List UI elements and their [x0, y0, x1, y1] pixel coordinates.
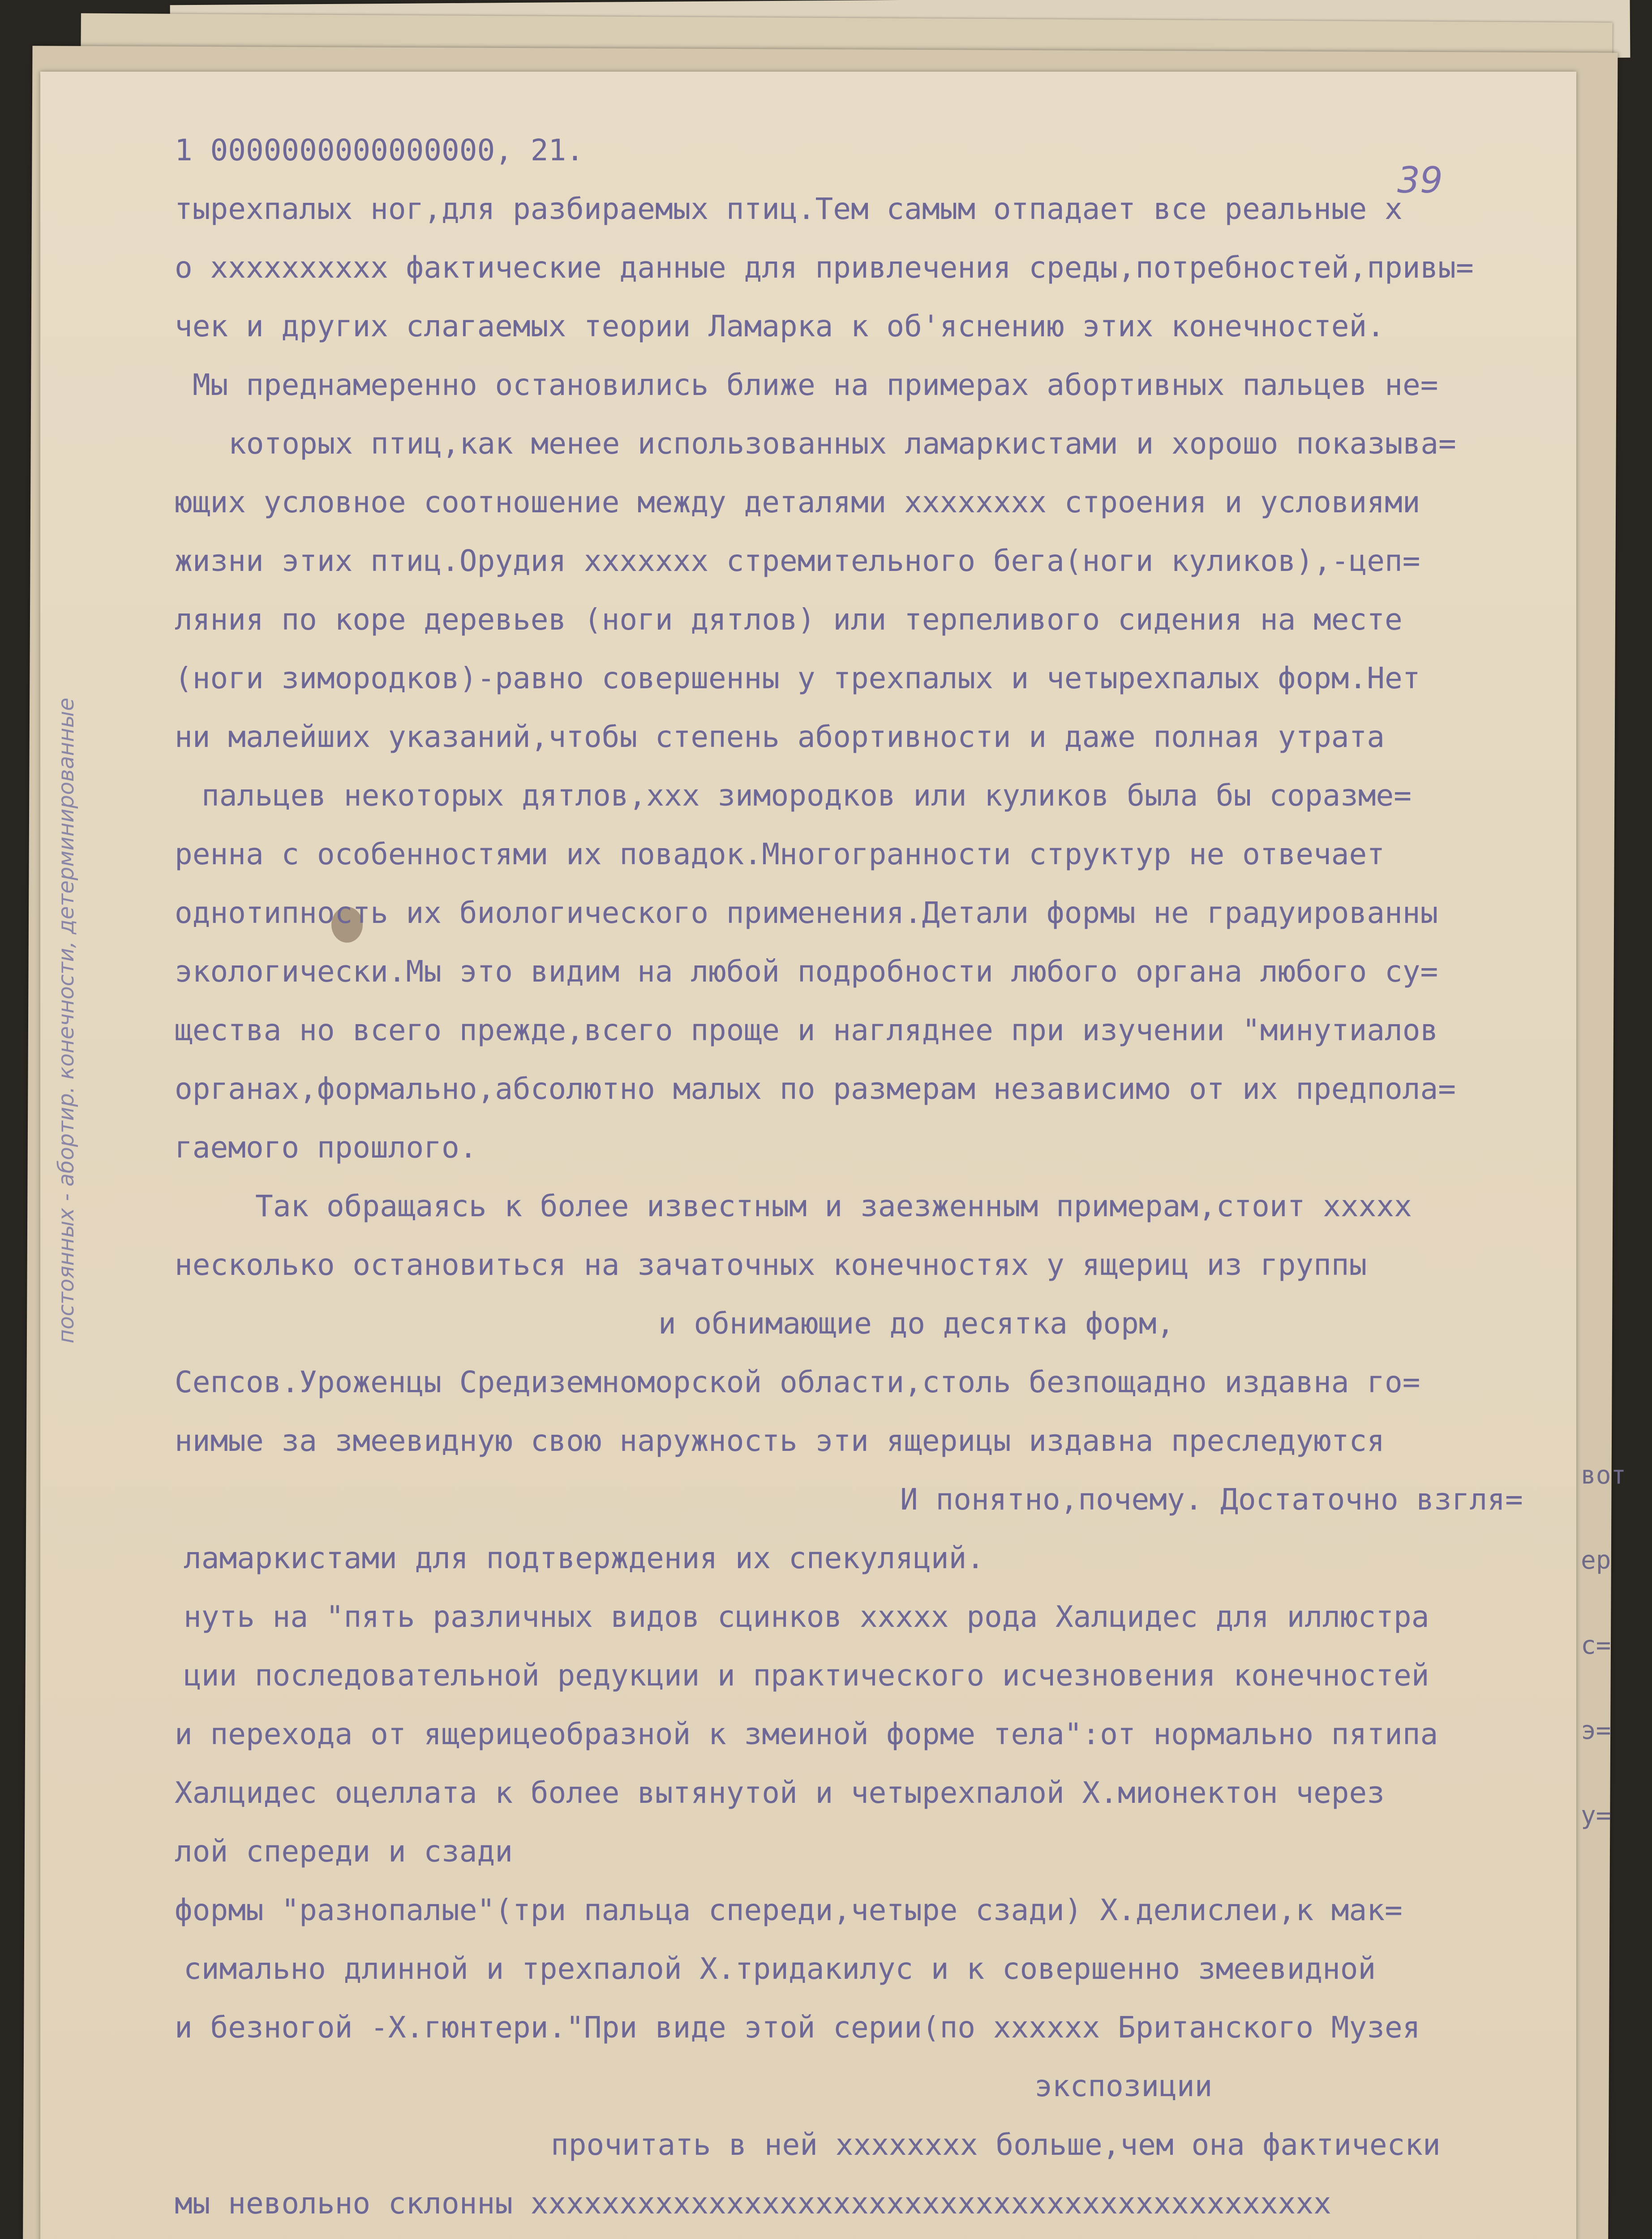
right-edge-fragments	[1581, 1433, 1643, 2239]
text-line: формы "разнопалые"(три пальца спереди,четыре сзади) Х.делислеи,к мак=	[175, 1893, 1403, 1927]
text-line: прочитать в ней xxxxxxxx больше,чем она фактически	[551, 2127, 1441, 2162]
text-line: щества но всего прежде,всего проще и нагляднее при изучении "минутиалов	[175, 1013, 1438, 1047]
text-line: ции последовательной редукции и практического исчезновения конечностей	[184, 1658, 1429, 1693]
text-line: и перехода от ящерицеобразной к змеиной форме тела":от нормально пятипа	[175, 1717, 1438, 1751]
typed-text	[175, 121, 1617, 2239]
text-line: однотипность их биологического применения.Детали формы не градуированны	[175, 896, 1438, 930]
text-line	[175, 2233, 1617, 2239]
text-line: и обнимающие до десятка форм,	[658, 1306, 1175, 1341]
edge-fragment: вот	[1581, 1461, 1626, 1490]
text-line: несколько остановиться на зачаточных конечностях у ящериц из группы	[175, 1248, 1367, 1282]
text-line: И понятно,почему. Достаточно взгля=	[900, 1482, 1523, 1517]
margin-note: постоянных - абортир. конечности, детерминированные	[54, 697, 79, 1343]
text-line: пальцев некоторых дятлов,xxx зимородков или куликов была бы соразме=	[202, 778, 1412, 813]
text-line: жизни этих птиц.Орудия xxxxxxx стремительного бега(ноги куликов),-цеп=	[175, 544, 1420, 578]
text-line: лой спереди и сзади	[175, 1834, 513, 1869]
edge-fragment: э=	[1581, 1716, 1611, 1745]
edge-fragment: у=	[1581, 1801, 1611, 1830]
text-line: экспозиции	[1034, 2069, 1213, 2103]
text-line: ренна с особенностями их повадок.Многогранности структур не отвечает	[175, 837, 1385, 871]
text-line: (ноги зимородков)-равно совершенны у трехпалых и четырехпалых форм.Нет	[175, 661, 1420, 695]
text-line: чек и других слагаемых теории Ламарка к об'яснению этих конечностей.	[175, 309, 1385, 343]
text-line: симально длинной и трехпалой Х.тридакилус и к совершенно змеевидной	[184, 1952, 1376, 1986]
text-line: органах,формально,абсолютно малых по размерам независимо от их предпола=	[175, 1072, 1456, 1106]
text-line: гаемого прошлого.	[175, 1130, 477, 1165]
text-line: о xxxxxxxxxx фактические данные для привлечения среды,потребностей,привы=	[175, 250, 1474, 285]
text-line: Так обращаясь к более известным и заезженным примерам,стоит xxxxx	[255, 1189, 1412, 1223]
text-line: мы невольно склонны xxxxxxxxxxxxxxxxxxxxxxxxxxxxxxxxxxxxxxxxxxxxx	[175, 2186, 1331, 2221]
text-line: ющих условное соотношение между деталями xxxxxxxx строения и условиями	[175, 485, 1420, 519]
text-line: ни малейших указаний,чтобы степень абортивности и даже полная утрата	[175, 720, 1385, 754]
edge-fragment: ер	[1581, 1546, 1611, 1575]
text-line: тырехпалых ног,для разбираемых птиц.Тем самым отпадает все реальные х	[175, 192, 1403, 226]
text-line: ламаркистами для подтверждения их спекуляций.	[184, 1541, 985, 1575]
text-line: Мы преднамеренно остановились ближе на примерах абортивных пальцев не=	[193, 368, 1438, 402]
text-line: Сепсов.Уроженцы Средиземноморской области,столь безпощадно издавна го=	[175, 1365, 1420, 1399]
text-line: Халцидес оцеллата к более вытянутой и четырехпалой Х.мионектон через	[175, 1776, 1385, 1810]
page-number: 39	[1397, 159, 1443, 201]
text-line: и безногой -Х.гюнтери."При виде этой серии(по xxxxxx Британского Музея	[175, 2010, 1420, 2045]
text-line: экологически.Мы это видим на любой подробности любого органа любого су=	[175, 954, 1438, 989]
text-line: нуть на "пять различных видов сцинков xxxxx рода Халцидес для иллюстра	[184, 1600, 1429, 1634]
text-line: которых птиц,как менее использованных ламаркистами и хорошо показыва=	[228, 426, 1456, 461]
text-line: 1 0000000000000000, 21.	[175, 133, 584, 167]
text-line: ляния по коре деревьев (ноги дятлов) или терпеливого сидения на месте	[175, 602, 1403, 637]
edge-fragment: с=	[1581, 1631, 1611, 1660]
text-line: нимые за змеевидную свою наружность эти ящерицы издавна преследуются	[175, 1424, 1385, 1458]
